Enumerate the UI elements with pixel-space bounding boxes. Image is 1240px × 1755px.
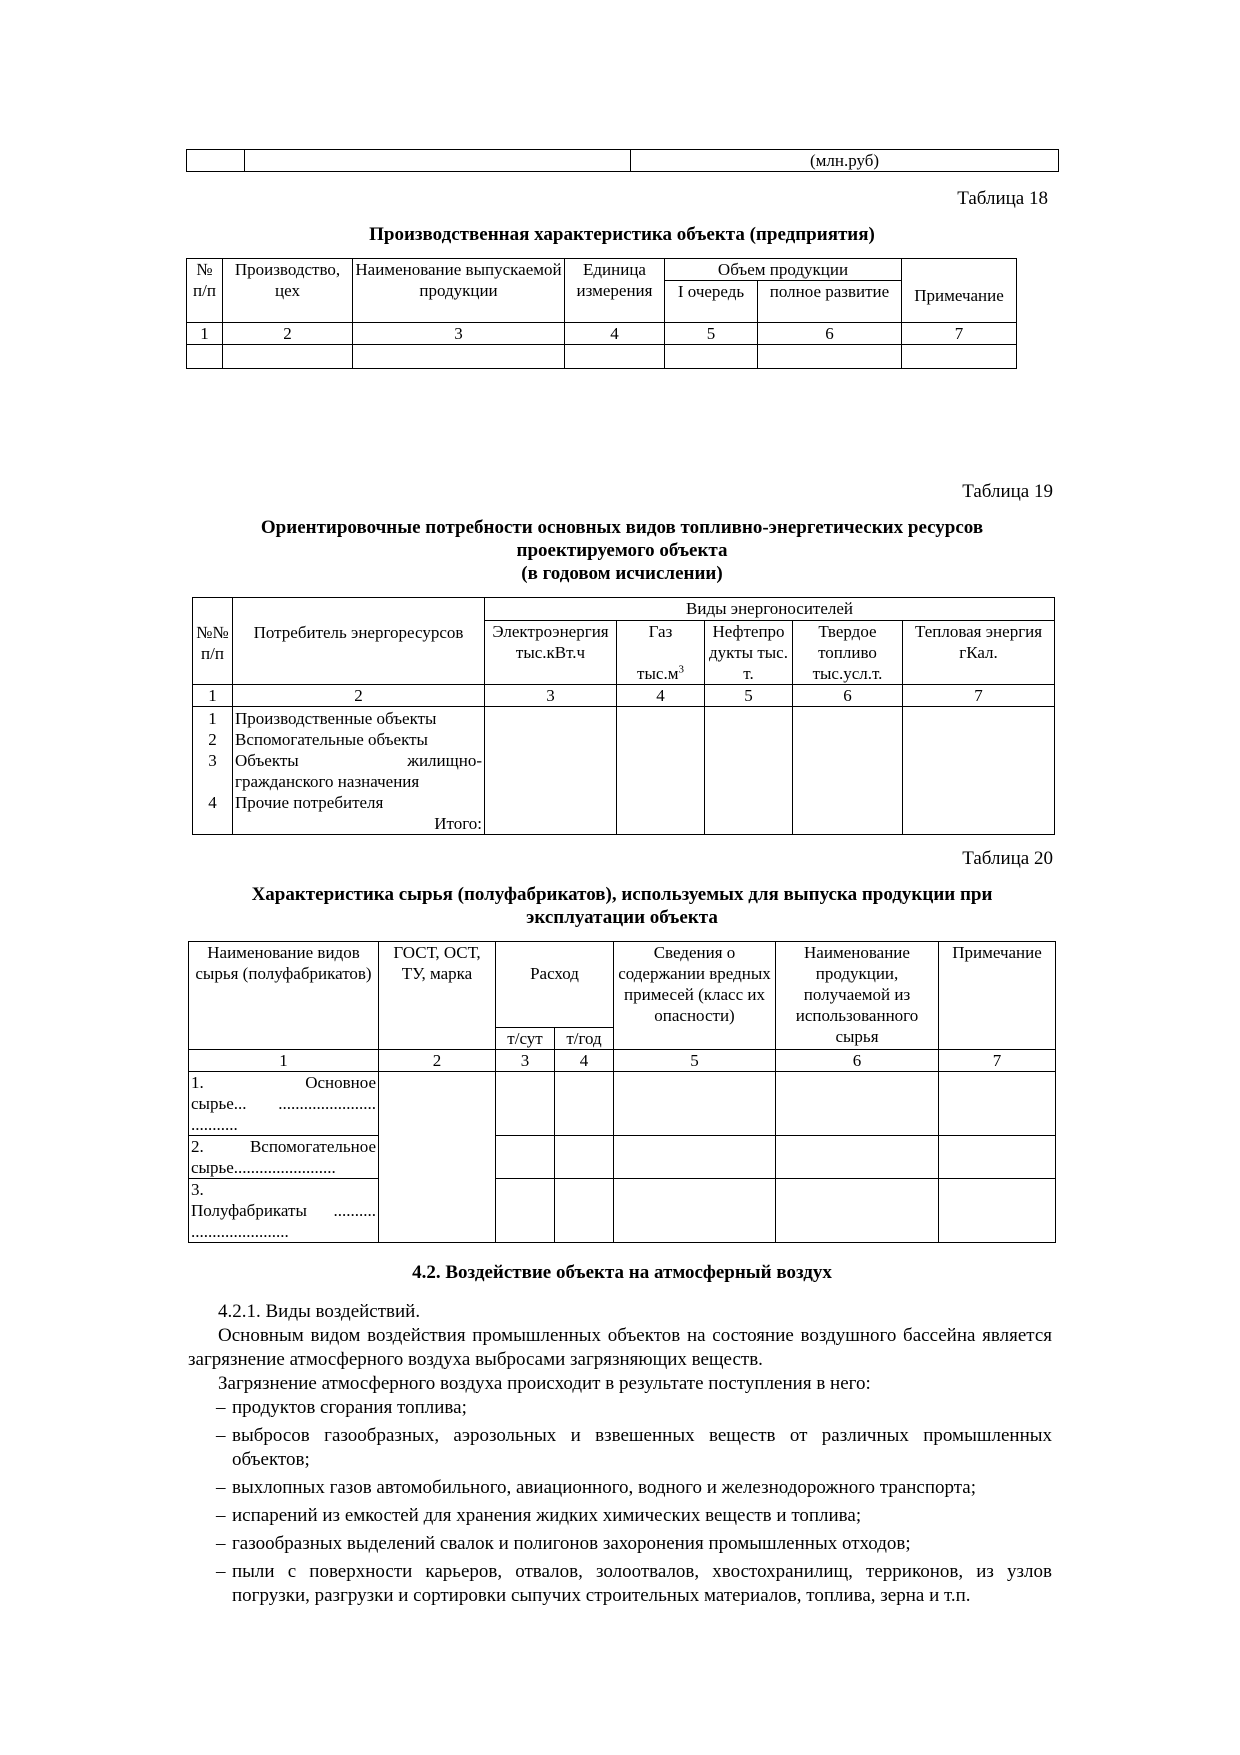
t20-row2-line1: 2. Вспомогательное xyxy=(191,1137,376,1156)
t20-row1-line3: ........... xyxy=(191,1115,238,1134)
t19-h-heat: Тепловая энергия гКал. xyxy=(903,621,1055,685)
t18-colnum-4: 4 xyxy=(565,323,665,345)
t20-row1-line2: сырье... ....................... xyxy=(191,1094,376,1113)
t20-colnum-3: 3 xyxy=(496,1050,555,1072)
t19-row-name: Вспомогательные объекты xyxy=(235,730,428,749)
t20-h-gost: ГОСТ, ОСТ, ТУ, марка xyxy=(379,942,496,1050)
t18-colnum-1: 1 xyxy=(187,323,223,345)
t20-h-product: Наименование продукции, получаемой из использованного сырья xyxy=(776,942,939,1050)
t18-empty-cell xyxy=(665,345,758,369)
t19-data-cell xyxy=(903,707,1055,835)
t19-colnum-3: 3 xyxy=(485,685,617,707)
t19-h-gas: Газ xyxy=(648,622,673,641)
table18-label: Таблица 18 xyxy=(957,188,1048,209)
t19-row-num: 3 xyxy=(208,751,217,770)
t19-row-num: 1 xyxy=(208,709,217,728)
t20-row3-line1: 3. xyxy=(191,1180,204,1199)
t18-empty-cell xyxy=(353,345,565,369)
t20-data-cell xyxy=(939,1136,1056,1179)
t19-h-consumer: Потребитель энергоресурсов xyxy=(233,598,485,685)
t20-data-cell xyxy=(776,1072,939,1136)
section-body xyxy=(188,1300,1052,1608)
t20-h-consumption: Расход xyxy=(496,942,614,1028)
t18-h-stage1: I очередь xyxy=(665,281,758,323)
list-item: – продуктов сгорания топлива; xyxy=(216,1397,467,1418)
t20-h-per-day: т/сут xyxy=(496,1028,555,1050)
t20-row1-line1: 1. Основное xyxy=(191,1073,376,1092)
t19-row-num: 2 xyxy=(208,730,217,749)
t18-colnum-5: 5 xyxy=(665,323,758,345)
t18-empty-cell xyxy=(223,345,353,369)
t20-row2-line2: сырье........................ xyxy=(191,1158,336,1177)
t20-h-impurities: Сведения о содержании вредных примесей (класс их опасности) xyxy=(614,942,776,1050)
t20-colnum-4: 4 xyxy=(555,1050,614,1072)
table19-title-line2: проектируемого объекта xyxy=(516,540,728,561)
t19-data-cell xyxy=(793,707,903,835)
t20-data-cell xyxy=(555,1179,614,1243)
t20-colnum-2: 2 xyxy=(379,1050,496,1072)
t19-row-names xyxy=(233,707,485,835)
t18-h-product-name: Наименование выпускаемой продукции xyxy=(353,259,565,323)
t20-data-cell xyxy=(614,1179,776,1243)
t20-colnum-1: 1 xyxy=(189,1050,379,1072)
table18 xyxy=(186,258,1017,369)
list-item: – газообразных выделений свалок и полигонов захоронения промышленных отходов; xyxy=(216,1533,911,1554)
t20-data-cell xyxy=(939,1179,1056,1243)
t20-h-per-year: т/год xyxy=(555,1028,614,1050)
t19-h-gas-unit xyxy=(619,663,702,684)
t19-row-name-3a: Объекты жилищно- xyxy=(235,751,482,770)
t19-row-name: Производственные объекты xyxy=(235,709,437,728)
section-p3: Загрязнение атмосферного воздуха происходит в результате поступления в него: xyxy=(218,1373,871,1394)
top-cell-2 xyxy=(245,150,631,172)
t19-h-gas-sup: 3 xyxy=(678,663,684,676)
t19-h-carriers: Виды энергоносителей xyxy=(485,598,1055,621)
table20-label: Таблица 20 xyxy=(962,848,1053,869)
t18-colnum-7: 7 xyxy=(902,323,1017,345)
t19-data-cell xyxy=(485,707,617,835)
t19-h-num: №№ п/п xyxy=(193,598,233,685)
section-heading: 4.2. Воздействие объекта на атмосферный воздух xyxy=(412,1262,832,1283)
t20-data-cell xyxy=(555,1072,614,1136)
table18-title: Производственная характеристика объекта (предприятия) xyxy=(369,224,875,245)
list-item: – пыли с поверхности карьеров, отвалов, золоотвалов, хвостохранилищ, терриконов, из узлов погрузки, разгрузки и сортировки сыпучих строительных материалов, топлива, зерна и т.п. xyxy=(216,1561,1052,1606)
table19-title-line3: (в годовом исчислении) xyxy=(521,563,723,584)
t20-data-cell xyxy=(939,1072,1056,1136)
t18-empty-cell xyxy=(902,345,1017,369)
t18-colnum-3: 3 xyxy=(353,323,565,345)
list-item: – выбросов газообразных, аэрозольных и взвешенных веществ от различных промышленных объектов; xyxy=(216,1425,1052,1470)
table19-label: Таблица 19 xyxy=(962,481,1053,502)
t20-colnum-6: 6 xyxy=(776,1050,939,1072)
t18-colnum-6: 6 xyxy=(758,323,902,345)
t19-row-name-3b: гражданского назначения xyxy=(235,772,420,791)
t19-colnum-1: 1 xyxy=(193,685,233,707)
t20-row-1 xyxy=(189,1072,379,1136)
top-partial-table xyxy=(186,149,1059,172)
t20-data-cell xyxy=(496,1072,555,1136)
pollution-sources-list xyxy=(188,1396,1052,1608)
t19-h-electric: Электроэнергия тыс.кВт.ч xyxy=(485,621,617,685)
t19-colnum-2: 2 xyxy=(233,685,485,707)
t20-data-cell xyxy=(614,1072,776,1136)
table19-title xyxy=(186,516,1058,585)
t19-data-cell xyxy=(617,707,705,835)
table20-title-line1: Характеристика сырья (полуфабрикатов), используемых для выпуска продукции при xyxy=(251,884,993,905)
list-item: – испарений из емкостей для хранения жидких химических веществ и топлива; xyxy=(216,1505,862,1526)
t20-row-2 xyxy=(189,1136,379,1179)
t19-row-numbers xyxy=(193,707,233,835)
list-item: – выхлопных газов автомобильного, авиационного, водного и железнодорожного транспорта; xyxy=(216,1477,977,1498)
section-p2: Основным видом воздействия промышленных объектов на состояние воздушного бассейна является загрязнение атмосферного воздуха выбросами загрязняющих веществ. xyxy=(188,1325,1052,1370)
t20-colnum-7: 7 xyxy=(939,1050,1056,1072)
t20-row3-line3: ....................... xyxy=(191,1222,289,1241)
t19-total: Итого: xyxy=(434,814,482,833)
t20-data-cell xyxy=(555,1136,614,1179)
t19-colnum-7: 7 xyxy=(903,685,1055,707)
t20-data-cell xyxy=(379,1072,496,1243)
t19-data-cell xyxy=(705,707,793,835)
table19 xyxy=(192,597,1055,835)
t19-row-num: 4 xyxy=(208,793,217,812)
t18-h-note: Примечание xyxy=(902,259,1017,323)
t19-h-gas-unit-text: тыс.м xyxy=(637,664,679,683)
t18-h-unit: Единица измерения xyxy=(565,259,665,323)
t18-h-full: полное развитие xyxy=(758,281,902,323)
table20-title-line2: эксплуатации объекта xyxy=(526,907,718,928)
t19-row-name: Прочие потребителя xyxy=(235,793,384,812)
t20-data-cell xyxy=(776,1179,939,1243)
t19-h-solid: Твердое топливо тыс.усл.т. xyxy=(793,621,903,685)
t18-empty-cell xyxy=(187,345,223,369)
t20-h-name: Наименование видов сырья (полуфабрикатов) xyxy=(189,942,379,1050)
t20-data-cell xyxy=(614,1136,776,1179)
t18-h-production: Производство, цех xyxy=(223,259,353,323)
t18-colnum-2: 2 xyxy=(223,323,353,345)
t19-colnum-5: 5 xyxy=(705,685,793,707)
t19-colnum-4: 4 xyxy=(617,685,705,707)
t18-h-num: № п/п xyxy=(187,259,223,323)
t20-data-cell xyxy=(496,1179,555,1243)
t20-h-note: Примечание xyxy=(939,942,1056,1050)
t19-h-gas-cell xyxy=(617,621,705,685)
t18-h-volume: Объем продукции xyxy=(665,259,902,281)
table20 xyxy=(188,941,1056,1243)
section-p1: 4.2.1. Виды воздействий. xyxy=(218,1301,421,1322)
t20-row-3 xyxy=(189,1179,379,1243)
table19-title-line1: Ориентировочные потребности основных видов топливно-энергетических ресурсов xyxy=(260,517,984,538)
t19-colnum-6: 6 xyxy=(793,685,903,707)
t18-empty-cell xyxy=(758,345,902,369)
t20-data-cell xyxy=(496,1136,555,1179)
t20-colnum-5: 5 xyxy=(614,1050,776,1072)
t18-empty-cell xyxy=(565,345,665,369)
top-cell-1 xyxy=(187,150,245,172)
t20-row3-line2: Полуфабрикаты .......... xyxy=(191,1201,376,1220)
t20-data-cell xyxy=(776,1136,939,1179)
top-cell-unit: (млн.руб) xyxy=(631,150,1059,172)
t19-h-oil: Нефтепро дукты тыс. т. xyxy=(705,621,793,685)
table20-title xyxy=(186,883,1058,929)
